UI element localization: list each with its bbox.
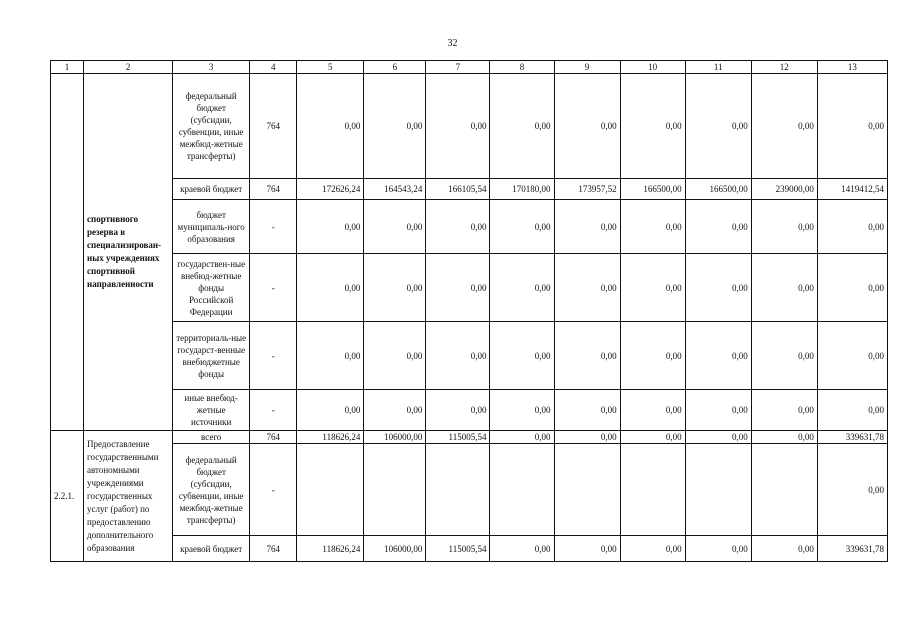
measure-name: спортивного резерва в специализирован-ных учреждениях спортивной направленности [84,74,173,431]
value-cell: 0,00 [297,200,364,254]
value-cell: 0,00 [817,322,887,390]
table-row [51,179,888,200]
value-cell: 0,00 [751,74,817,179]
value-cell: 0,00 [554,254,620,322]
value-cell: 0,00 [685,431,751,444]
funding-source: краевой бюджет [173,179,250,200]
funding-source: иные внебюд-жетные источники [173,390,250,431]
table-row [51,254,888,322]
value-cell: 0,00 [751,431,817,444]
value-cell: 0,00 [297,74,364,179]
value-cell: 239000,00 [751,179,817,200]
budget-code: 764 [250,536,297,562]
value-cell: 0,00 [685,200,751,254]
funding-source: федеральный бюджет (субсидии, субвенции, иные межбюд-жетные трансферты) [173,74,250,179]
column-header: 12 [751,61,817,74]
value-cell: 0,00 [490,536,554,562]
table-row [51,444,888,536]
value-cell: 0,00 [297,322,364,390]
budget-code: 764 [250,74,297,179]
value-cell: 173957,52 [554,179,620,200]
value-cell: 0,00 [490,431,554,444]
value-cell: 166105,54 [426,179,490,200]
column-header: 3 [173,61,250,74]
value-cell: 170180,00 [490,179,554,200]
column-header: 4 [250,61,297,74]
value-cell: 166500,00 [685,179,751,200]
table-row [51,322,888,390]
value-cell: 0,00 [685,322,751,390]
row-index [51,74,84,431]
budget-code: 764 [250,179,297,200]
value-cell: 0,00 [426,74,490,179]
value-cell: 106000,00 [364,536,426,562]
value-cell: 0,00 [751,390,817,431]
table-row [51,390,888,431]
value-cell: 0,00 [620,254,685,322]
budget-table [50,60,888,562]
budget-code: 764 [250,431,297,444]
row-index: 2.2.1. [51,431,84,562]
value-cell: 0,00 [554,390,620,431]
value-cell: 115005,54 [426,431,490,444]
value-cell: 118626,24 [297,536,364,562]
funding-source: государствен-ные внебюд-жетные фонды Российской Федерации [173,254,250,322]
value-cell: 0,00 [426,390,490,431]
value-cell [297,444,364,536]
table-row [51,431,888,444]
header-row [51,61,888,74]
value-cell: 0,00 [490,200,554,254]
page-number: 32 [447,38,458,49]
column-header: 10 [620,61,685,74]
value-cell: 0,00 [554,200,620,254]
value-cell: 164543,24 [364,179,426,200]
budget-code: - [250,444,297,536]
value-cell: 0,00 [554,536,620,562]
value-cell: 0,00 [817,390,887,431]
value-cell [620,444,685,536]
column-header: 2 [84,61,173,74]
value-cell: 0,00 [620,322,685,390]
value-cell: 0,00 [554,431,620,444]
value-cell: 0,00 [751,536,817,562]
budget-code: - [250,254,297,322]
value-cell: 0,00 [751,254,817,322]
value-cell: 0,00 [554,322,620,390]
value-cell [364,444,426,536]
value-cell: 0,00 [751,322,817,390]
budget-code: - [250,322,297,390]
value-cell: 0,00 [817,200,887,254]
funding-source: краевой бюджет [173,536,250,562]
value-cell: 0,00 [364,254,426,322]
value-cell: 166500,00 [620,179,685,200]
column-header: 13 [817,61,887,74]
value-cell: 0,00 [490,254,554,322]
column-header: 1 [51,61,84,74]
measure-name: Предоставление государственными автономными учреждениями государственных услуг (работ) по предоставлению дополнительного образования [84,431,173,562]
value-cell: 0,00 [620,74,685,179]
table-row [51,74,888,179]
value-cell [490,444,554,536]
value-cell: 0,00 [490,322,554,390]
funding-source: всего [173,431,250,444]
value-cell [751,444,817,536]
table-row [51,200,888,254]
value-cell: 172626,24 [297,179,364,200]
column-header: 7 [426,61,490,74]
value-cell: 0,00 [364,74,426,179]
value-cell: 0,00 [685,254,751,322]
funding-source: бюджет муниципаль-ного образования [173,200,250,254]
value-cell [685,444,751,536]
budget-code: - [250,390,297,431]
value-cell: 0,00 [364,200,426,254]
value-cell: 339631,78 [817,536,887,562]
value-cell: 0,00 [685,536,751,562]
value-cell [554,444,620,536]
value-cell: 0,00 [685,390,751,431]
value-cell: 0,00 [817,444,887,536]
funding-source: территориаль-ные государст-венные внебюджетные фонды [173,322,250,390]
value-cell: 106000,00 [364,431,426,444]
value-cell: 0,00 [364,390,426,431]
column-header: 5 [297,61,364,74]
value-cell: 0,00 [364,322,426,390]
budget-code: - [250,200,297,254]
value-cell: 1419412,54 [817,179,887,200]
table-row [51,536,888,562]
column-header: 9 [554,61,620,74]
value-cell: 0,00 [620,200,685,254]
value-cell: 0,00 [817,254,887,322]
value-cell: 0,00 [297,390,364,431]
value-cell: 0,00 [426,322,490,390]
value-cell: 115005,54 [426,536,490,562]
value-cell: 339631,78 [817,431,887,444]
value-cell: 0,00 [685,74,751,179]
value-cell: 0,00 [620,536,685,562]
value-cell: 0,00 [297,254,364,322]
value-cell: 0,00 [817,74,887,179]
value-cell: 0,00 [426,200,490,254]
column-header: 11 [685,61,751,74]
value-cell: 0,00 [620,431,685,444]
value-cell [426,444,490,536]
value-cell: 0,00 [554,74,620,179]
value-cell: 0,00 [490,390,554,431]
value-cell: 0,00 [490,74,554,179]
value-cell: 0,00 [426,254,490,322]
column-header: 8 [490,61,554,74]
value-cell: 118626,24 [297,431,364,444]
column-header: 6 [364,61,426,74]
value-cell: 0,00 [751,200,817,254]
value-cell: 0,00 [620,390,685,431]
funding-source: федеральный бюджет (субсидии, субвенции, иные межбюд-жетные трансферты) [173,444,250,536]
